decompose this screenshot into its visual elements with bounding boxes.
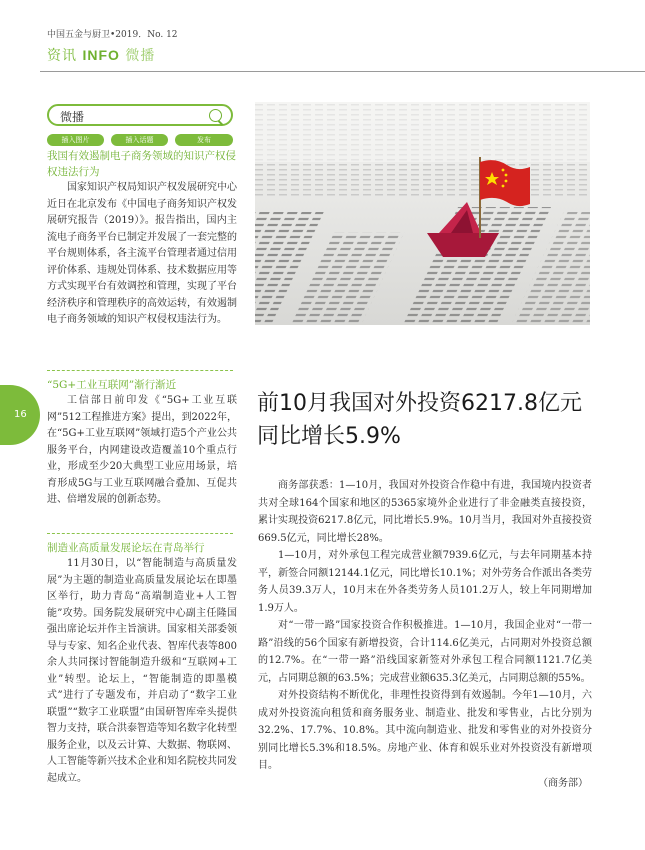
- sidebar-article-2: [47, 377, 237, 509]
- divider: [47, 370, 233, 371]
- search-label: 微播: [60, 110, 85, 124]
- article-title: [257, 387, 627, 453]
- publish-button[interactable]: 发布: [175, 134, 233, 146]
- article-photo: [255, 102, 590, 325]
- section-en: INFO: [82, 47, 120, 63]
- section-cn: 资讯: [47, 48, 77, 64]
- sidebar-article-3: [47, 540, 237, 787]
- title-line-1: 前10月我国对外投资6217.8亿元: [257, 391, 582, 416]
- article-source: （商务部）: [538, 777, 588, 789]
- page-number-tab: [0, 385, 40, 445]
- article-title: “5G+工业互联网”渐行渐近: [47, 379, 177, 391]
- insert-image-button[interactable]: 插入图片: [47, 134, 104, 146]
- article-body: [258, 477, 592, 792]
- divider: [47, 533, 233, 534]
- article-title: 我国有效遏制电子商务领域的知识产权侵权违法行为: [47, 150, 236, 178]
- paragraph: 1—10月，对外承包工程完成营业额7939.6亿元，与去年同期基本持平，新签合同额12144.1亿元，同比增长10.1%；对外劳务合作派出各类劳务人员39.3万人，10月末在外各类劳务人员101.2万人，较上年同期增加1.9万人。: [258, 550, 592, 614]
- publication-info: 中国五金与厨卫•2019．No. 12: [47, 30, 178, 40]
- article-title: 制造业高质量发展论坛在青岛举行: [47, 542, 205, 554]
- sidebar-article-1: [47, 148, 237, 329]
- paragraph: 对外投资结构不断优化，非理性投资得到有效遏制。今年1—10月，六成对外投资流向租赁和商务服务业、制造业、批发和零售业，占比分别为32.2%、17.7%、10.8%。其中流向制造业、批发和零售业的对外投资分别同比增长5.3%和18.5%。房地产业、体育和娱乐业对外投资没有新增项目。: [258, 690, 592, 771]
- search-box[interactable]: [47, 104, 233, 126]
- paragraph: 商务部获悉：1—10月，我国对外投资合作稳中有进，我国境内投资者共对全球164个国家和地区的5365家境外企业进行了非金融类直接投资，累计实现投资6217.8亿元，同比增长5.9%。10月当月，我国对外直接投资669.5亿元，同比增长28%。: [258, 480, 592, 544]
- page-number: 16: [14, 409, 27, 420]
- section-header: [47, 45, 155, 65]
- insert-topic-button[interactable]: 插入话题: [111, 134, 168, 146]
- article-body: 工信部日前印发《“5G+工业互联网”512工程推进方案》提出，到2022年，在“5G+工业互联网”领域打造5个产业公共服务平台，内网建设改造覆盖10个重点行业，形成至少20大典型工业应用场景，培育形成5G与工业互联网融合叠加、互促共进、倍增发展的创新态势。: [47, 395, 237, 505]
- article-body: 国家知识产权局知识产权发展研究中心近日在北京发布《中国电子商务知识产权发展研究报告（2019）》。报告指出，国内主流电子商务平台已制定并发展了一套完整的平台规则体系，各主流平台管理者通过信用评价体系、违规处罚体系、技术数据应用等方式实现平台有效调控和管理，实现了平台经济秩序和管理秩序的高效运转，有效遏制电子商务领域的知识产权侵权违法行为。: [47, 182, 237, 325]
- section-sub: 微播: [125, 48, 156, 64]
- article-body: 11月30日，以“智能制造与高质量发展”为主题的制造业高质量发展论坛在即墨区举行，助力青岛“高端制造业+人工智能”攻势。国务院发展研究中心副主任隆国强出席论坛并作主旨演讲。国家相关部委领导与专家、知名企业代表、智库代表等800余人共同探讨智能制造升级和“互联网+工业”转型。论坛上，“智能制造的即墨模式”进行了专题发布，并启动了“数字工业联盟”“数字工业联盟”由国研智库牵头提供智力支持，联合洪泰智造等知名数字化转型服务企业，以及云计算、大数据、物联网、人工智能等新兴技术企业和知名院校共同发起成立。: [47, 558, 237, 784]
- paragraph: 对“一带一路”国家投资合作积极推进。1—10月，我国企业对“一带一路”沿线的56个国家有新增投资，合计114.6亿美元，占同期对外投资总额的12.7%。在“一带一路”沿线国家新签对外承包工程合同额1121.7亿美元，占同期总额的63.5%；完成营业额635.3亿美元，占同期总额的55%。: [258, 620, 592, 684]
- header-divider: [40, 71, 645, 72]
- search-icon[interactable]: [209, 109, 222, 122]
- title-line-2: 同比增长5.9%: [257, 424, 401, 449]
